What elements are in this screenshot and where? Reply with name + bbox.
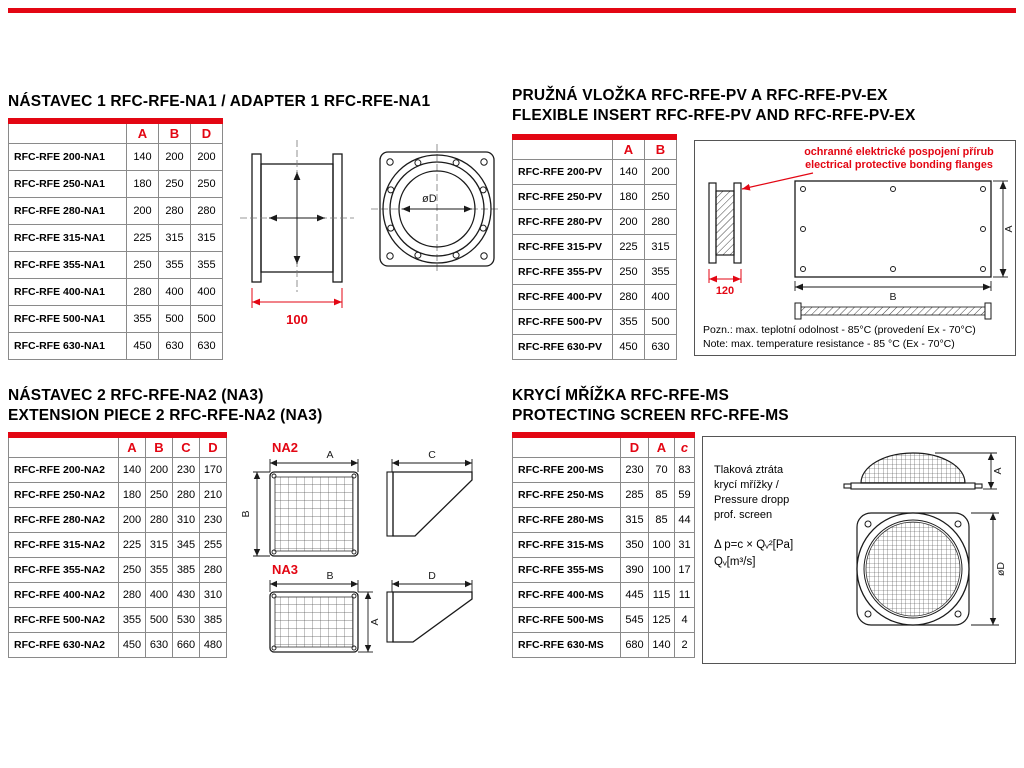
model-name: RFC-RFE 630-MS (513, 632, 621, 657)
table-row (513, 184, 677, 209)
value-cell: 200 (146, 457, 173, 482)
table-row (9, 143, 223, 170)
value-cell: 355 (119, 607, 146, 632)
na2-na3-diagram (232, 436, 502, 666)
column-header-A: A (613, 137, 645, 159)
table-row (513, 582, 695, 607)
ms-diagram-box (702, 436, 1016, 664)
value-cell: 310 (200, 582, 227, 607)
na2-section-title (8, 386, 322, 426)
pv-title-cz: PRUŽNÁ VLOŽKA RFC-RFE-PV A RFC-RFE-PV-EX (512, 87, 888, 104)
na2-hood-flange (387, 472, 393, 536)
table-row (9, 457, 227, 482)
table-row (9, 305, 223, 332)
value-cell: 100 (649, 532, 675, 557)
model-name: RFC-RFE 400-PV (513, 284, 613, 309)
column-header-B: B (159, 121, 191, 143)
model-name: RFC-RFE 200-NA2 (9, 457, 119, 482)
ms-title-en: PROTECTING SCREEN RFC-RFE-MS (512, 407, 789, 424)
value-cell: 430 (173, 582, 200, 607)
value-cell: 450 (127, 332, 159, 359)
value-cell: 4 (675, 607, 695, 632)
na2-dim-left-label: B (240, 510, 252, 518)
na2-dim-left-lines (253, 472, 270, 556)
value-cell: 500 (645, 309, 677, 334)
model-column-header (9, 121, 127, 143)
value-cell: 70 (649, 457, 675, 482)
table-row (513, 159, 677, 184)
model-name: RFC-RFE 280-NA1 (9, 197, 127, 224)
value-cell: 100 (649, 557, 675, 582)
value-cell: 500 (159, 305, 191, 332)
value-cell: 355 (613, 309, 645, 334)
model-name: RFC-RFE 630-PV (513, 334, 613, 359)
pv-title-en: FLEXIBLE INSERT RFC-RFE-PV AND RFC-RFE-PV-EX (512, 107, 916, 124)
model-name: RFC-RFE 400-NA2 (9, 582, 119, 607)
na1-section-title: NÁSTAVEC 1 RFC-RFE-NA1 / ADAPTER 1 RFC-RFE-NA1 (8, 93, 431, 110)
value-cell: 385 (200, 607, 227, 632)
value-cell: 280 (613, 284, 645, 309)
value-cell: 285 (621, 482, 649, 507)
value-cell: 355 (146, 557, 173, 582)
ms-text-line1: Tlaková ztráta (714, 464, 784, 476)
value-cell: 85 (649, 482, 675, 507)
column-header-B: B (645, 137, 677, 159)
value-cell: 31 (675, 532, 695, 557)
value-cell: 660 (173, 632, 200, 657)
value-cell: 140 (127, 143, 159, 170)
value-cell: 315 (621, 507, 649, 532)
model-name: RFC-RFE 250-NA1 (9, 170, 127, 197)
column-header-A: A (649, 435, 675, 457)
model-name: RFC-RFE 500-NA2 (9, 607, 119, 632)
value-cell: 140 (119, 457, 146, 482)
value-cell: 385 (173, 557, 200, 582)
value-cell: 630 (159, 332, 191, 359)
value-cell: 310 (173, 507, 200, 532)
table-row (513, 259, 677, 284)
value-cell: 400 (191, 278, 223, 305)
table-row (9, 632, 227, 657)
model-column-header (513, 137, 613, 159)
model-name: RFC-RFE 355-PV (513, 259, 613, 284)
value-cell: 255 (200, 532, 227, 557)
centerlines (240, 140, 500, 292)
ms-formula (714, 537, 844, 571)
pv-frame-front-view (795, 181, 991, 277)
inner-dimension-arrows (269, 172, 325, 264)
ms-table (512, 432, 695, 658)
na3-dim-right-label: A (369, 618, 381, 626)
value-cell: 125 (649, 607, 675, 632)
column-header-D: D (191, 121, 223, 143)
ms-formula-line1: Δ p=c × Qᵥ²[Pa] (714, 539, 794, 551)
value-cell: 180 (119, 482, 146, 507)
na2-label: NA2 (272, 440, 299, 455)
table-row (9, 532, 227, 557)
model-name: RFC-RFE 280-MS (513, 507, 621, 532)
table-row (513, 632, 695, 657)
dim-100-label: 100 (286, 312, 308, 327)
na3-dim-top-lines (270, 580, 358, 592)
value-cell: 390 (621, 557, 649, 582)
model-name: RFC-RFE 400-NA1 (9, 278, 127, 305)
value-cell: 200 (613, 209, 645, 234)
value-cell: 140 (613, 159, 645, 184)
pv-strip-side-view (795, 303, 991, 319)
value-cell: 225 (127, 224, 159, 251)
value-cell: 530 (173, 607, 200, 632)
value-cell: 355 (159, 251, 191, 278)
value-cell: 140 (649, 632, 675, 657)
table-row (9, 482, 227, 507)
model-name: RFC-RFE 500-MS (513, 607, 621, 632)
note-en: Note: max. temperature resistance - 85 °C (Ex - 70°C) (703, 338, 955, 350)
na2-hood-dim-label: C (428, 449, 436, 461)
pv-table (512, 134, 677, 360)
na3-hood-shape (393, 592, 472, 642)
column-header-A: A (127, 121, 159, 143)
value-cell: 480 (200, 632, 227, 657)
column-header-A: A (119, 435, 146, 457)
ms-section-title (512, 386, 789, 426)
value-cell: 400 (159, 278, 191, 305)
value-cell: 315 (146, 532, 173, 557)
na2-hood-shape (393, 472, 472, 536)
value-cell: 210 (200, 482, 227, 507)
na3-mesh (275, 597, 353, 647)
model-column-header (513, 435, 621, 457)
ms-dome-side-view (861, 453, 965, 483)
table-row (9, 170, 223, 197)
table-row (513, 309, 677, 334)
value-cell: 280 (200, 557, 227, 582)
model-name: RFC-RFE 630-NA1 (9, 332, 127, 359)
value-cell: 230 (200, 507, 227, 532)
value-cell: 200 (645, 159, 677, 184)
value-cell: 250 (119, 557, 146, 582)
value-cell: 280 (191, 197, 223, 224)
model-name: RFC-RFE 280-NA2 (9, 507, 119, 532)
ms-text-line3: Pressure dropp (714, 494, 790, 506)
table-row (513, 457, 695, 482)
model-name: RFC-RFE 280-PV (513, 209, 613, 234)
model-name: RFC-RFE 355-NA1 (9, 251, 127, 278)
value-cell: 450 (119, 632, 146, 657)
table-row (513, 557, 695, 582)
column-header-C: C (173, 435, 200, 457)
value-cell: 280 (159, 197, 191, 224)
na3-hood-flange (387, 592, 393, 642)
top-red-rule (8, 8, 1016, 13)
table-row (9, 197, 223, 224)
model-name: RFC-RFE 355-MS (513, 557, 621, 582)
value-cell: 85 (649, 507, 675, 532)
table-row (9, 507, 227, 532)
value-cell: 450 (613, 334, 645, 359)
value-cell: 250 (159, 170, 191, 197)
value-cell: 280 (645, 209, 677, 234)
value-cell: 280 (127, 278, 159, 305)
model-name: RFC-RFE 315-MS (513, 532, 621, 557)
value-cell: 500 (191, 305, 223, 332)
table-row (9, 607, 227, 632)
pv-section-title (512, 86, 915, 126)
value-cell: 200 (159, 143, 191, 170)
value-cell: 400 (146, 582, 173, 607)
value-cell: 315 (159, 224, 191, 251)
model-name: RFC-RFE 250-PV (513, 184, 613, 209)
model-name: RFC-RFE 200-MS (513, 457, 621, 482)
dim-b-label: B (889, 291, 897, 303)
column-header-B: B (146, 435, 173, 457)
value-cell: 180 (613, 184, 645, 209)
value-cell: 230 (173, 457, 200, 482)
value-cell: 630 (645, 334, 677, 359)
model-name: RFC-RFE 500-PV (513, 309, 613, 334)
value-cell: 280 (119, 582, 146, 607)
table-row (513, 482, 695, 507)
value-cell: 280 (173, 482, 200, 507)
table-row (9, 582, 227, 607)
bonding-flanges-callout (787, 146, 1011, 172)
column-header-c: c (675, 435, 695, 457)
value-cell: 315 (645, 234, 677, 259)
value-cell: 11 (675, 582, 695, 607)
pv-spool-side-view (709, 183, 741, 263)
model-name: RFC-RFE 315-NA1 (9, 224, 127, 251)
value-cell: 250 (191, 170, 223, 197)
ms-dim-d-label: øD (995, 562, 1007, 576)
ms-formula-line2: Qᵥ[m³/s] (714, 556, 756, 568)
na2-dim-top-label: A (326, 449, 334, 461)
value-cell: 250 (127, 251, 159, 278)
table-row (9, 557, 227, 582)
value-cell: 200 (119, 507, 146, 532)
table-row (513, 284, 677, 309)
model-name: RFC-RFE 315-NA2 (9, 532, 119, 557)
ms-text-line2: krycí mřížky / (714, 479, 779, 491)
na3-hood-dim-label: D (428, 570, 436, 582)
value-cell: 59 (675, 482, 695, 507)
callout-en: electrical protective bonding flanges (805, 159, 993, 171)
dim-a-label: A (1003, 225, 1015, 233)
table-row (513, 607, 695, 632)
na2-table (8, 432, 227, 658)
value-cell: 180 (127, 170, 159, 197)
na2-title-cz: NÁSTAVEC 2 RFC-RFE-NA2 (NA3) (8, 387, 264, 404)
dim-120-label: 120 (715, 285, 735, 297)
pv-diagram-box (694, 140, 1016, 356)
model-name: RFC-RFE 500-NA1 (9, 305, 127, 332)
dim-diameter-label: øD (422, 193, 437, 205)
ms-mesh-circle (866, 522, 960, 616)
table-row (513, 507, 695, 532)
model-name: RFC-RFE 200-PV (513, 159, 613, 184)
na1-table (8, 118, 223, 360)
model-name: RFC-RFE 250-NA2 (9, 482, 119, 507)
table-row (9, 251, 223, 278)
value-cell: 680 (621, 632, 649, 657)
value-cell: 230 (621, 457, 649, 482)
na3-label: NA3 (272, 562, 299, 577)
na2-title-en: EXTENSION PIECE 2 RFC-RFE-NA2 (NA3) (8, 407, 323, 424)
ms-title-cz: KRYCÍ MŘÍŽKA RFC-RFE-MS (512, 387, 729, 404)
value-cell: 250 (645, 184, 677, 209)
value-cell: 200 (127, 197, 159, 224)
dim-120-lines (709, 269, 741, 283)
temperature-note (703, 323, 976, 351)
value-cell: 315 (191, 224, 223, 251)
column-header-D: D (200, 435, 227, 457)
value-cell: 280 (146, 507, 173, 532)
na3-dim-top-label: B (326, 570, 334, 582)
ms-dome-base (844, 483, 982, 489)
value-cell: 2 (675, 632, 695, 657)
table-row (9, 332, 223, 359)
model-name: RFC-RFE 355-NA2 (9, 557, 119, 582)
value-cell: 17 (675, 557, 695, 582)
table-row (513, 209, 677, 234)
na1-diagram (230, 126, 500, 341)
na2-dim-top-lines (270, 459, 358, 472)
value-cell: 500 (146, 607, 173, 632)
table-row (9, 278, 223, 305)
model-column-header (9, 435, 119, 457)
dim-b-lines (795, 281, 991, 291)
value-cell: 445 (621, 582, 649, 607)
value-cell: 355 (645, 259, 677, 284)
value-cell: 350 (621, 532, 649, 557)
table-row (513, 234, 677, 259)
value-cell: 250 (146, 482, 173, 507)
callout-cz: ochranné elektrické pospojení přírub (804, 146, 994, 158)
ms-pressure-drop-text (714, 463, 844, 571)
model-name: RFC-RFE 250-MS (513, 482, 621, 507)
model-name: RFC-RFE 630-NA2 (9, 632, 119, 657)
value-cell: 200 (191, 143, 223, 170)
value-cell: 630 (146, 632, 173, 657)
value-cell: 83 (675, 457, 695, 482)
value-cell: 225 (613, 234, 645, 259)
table-row (513, 334, 677, 359)
ms-dim-a-label: A (992, 467, 1004, 475)
value-cell: 115 (649, 582, 675, 607)
ms-text-line4: prof. screen (714, 509, 773, 521)
na2-mesh (275, 477, 353, 551)
value-cell: 630 (191, 332, 223, 359)
value-cell: 250 (613, 259, 645, 284)
value-cell: 170 (200, 457, 227, 482)
value-cell: 400 (645, 284, 677, 309)
value-cell: 355 (127, 305, 159, 332)
model-name: RFC-RFE 400-MS (513, 582, 621, 607)
value-cell: 225 (119, 532, 146, 557)
value-cell: 355 (191, 251, 223, 278)
value-cell: 545 (621, 607, 649, 632)
value-cell: 345 (173, 532, 200, 557)
table-row (513, 532, 695, 557)
frame-holes (801, 187, 986, 272)
note-cz: Pozn.: max. teplotní odolnost - 85°C (provedení Ex - 70°C) (703, 324, 976, 336)
value-cell: 44 (675, 507, 695, 532)
column-header-D: D (621, 435, 649, 457)
model-name: RFC-RFE 315-PV (513, 234, 613, 259)
model-name: RFC-RFE 200-NA1 (9, 143, 127, 170)
table-row (9, 224, 223, 251)
